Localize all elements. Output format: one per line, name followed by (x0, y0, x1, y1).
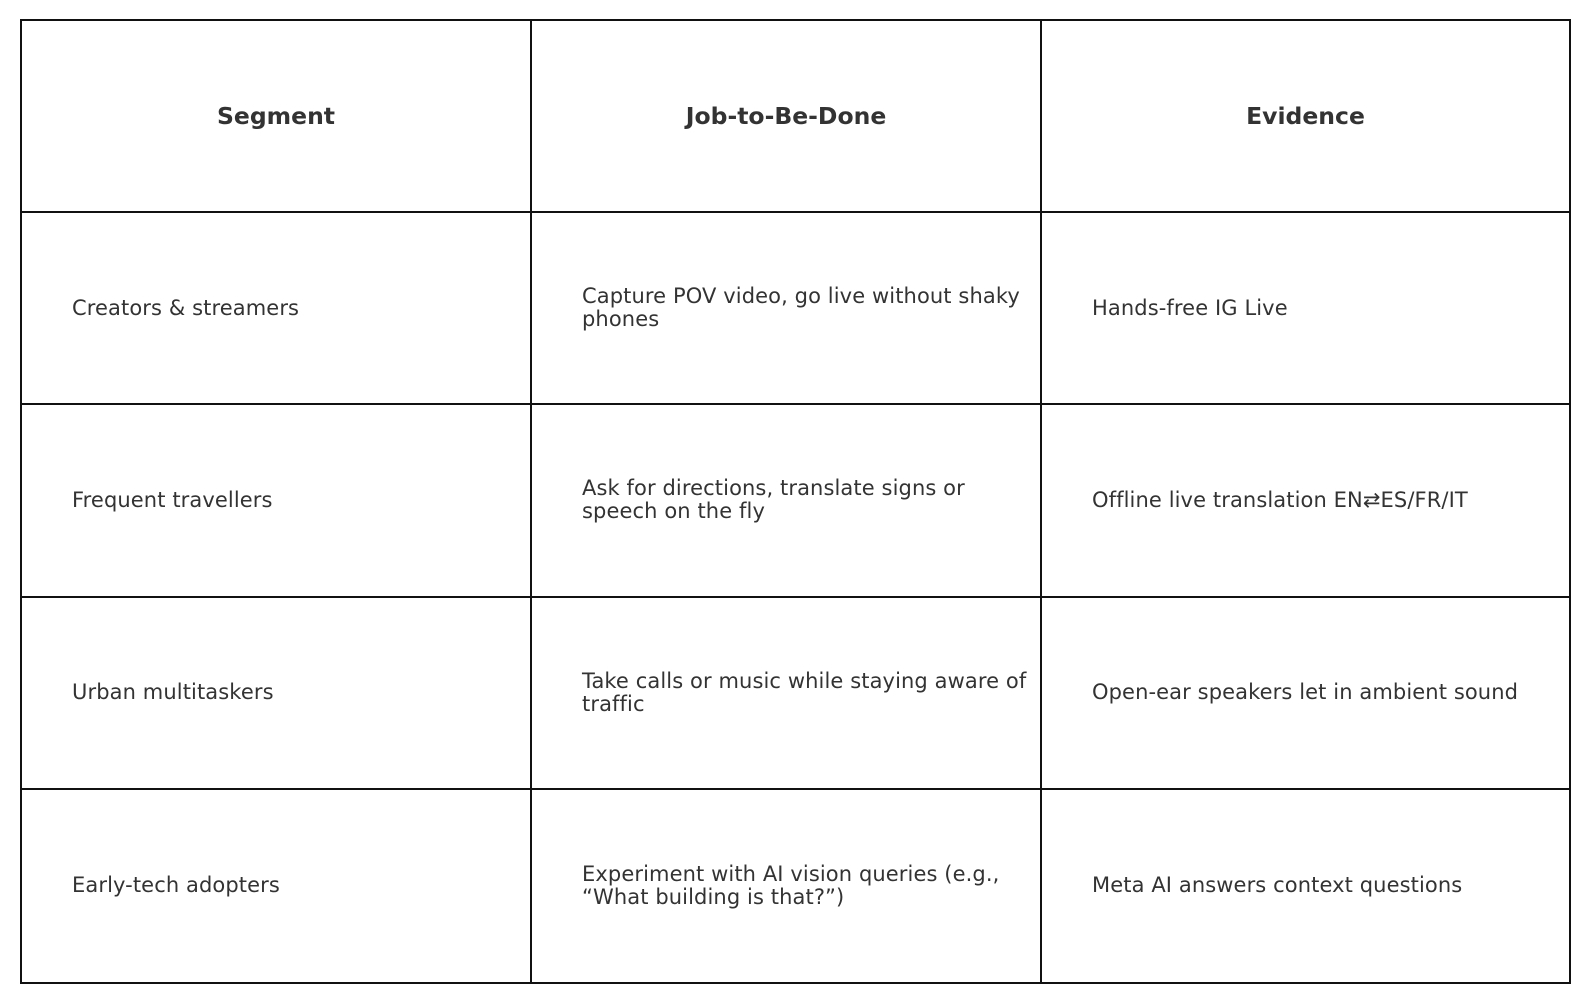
cell-evidence: Offline live translation EN⇄ES/FR/IT (1042, 405, 1569, 597)
cell-job-to-be-done: Take calls or music while staying aware of traffic (532, 598, 1042, 790)
cell-evidence: Meta AI answers context questions (1092, 873, 1463, 898)
cell-segment: Creators & streamers (22, 213, 532, 405)
cell-job-to-be-done: Experiment with AI vision queries (e.g., “What building is that?”) (532, 790, 1042, 982)
header-job-to-be-done: Job-to-Be-Done (532, 21, 1042, 213)
cell-evidence: Hands-free IG Live (1042, 213, 1569, 405)
header-segment: Segment (22, 21, 532, 213)
segments-table (20, 19, 1571, 984)
cell-evidence: Open-ear speakers let in ambient sound (1042, 598, 1569, 790)
header-evidence: Evidence (1042, 21, 1569, 213)
cell-job-to-be-done: Capture POV video, go live without shaky phones (532, 213, 1042, 405)
cell-segment: Frequent travellers (22, 405, 532, 597)
cell-segment: Early-tech adopters (22, 790, 532, 982)
cell-job-to-be-done: Ask for directions, translate signs or speech on the fly (532, 405, 1042, 597)
cell-segment: Urban multitaskers (22, 598, 532, 790)
